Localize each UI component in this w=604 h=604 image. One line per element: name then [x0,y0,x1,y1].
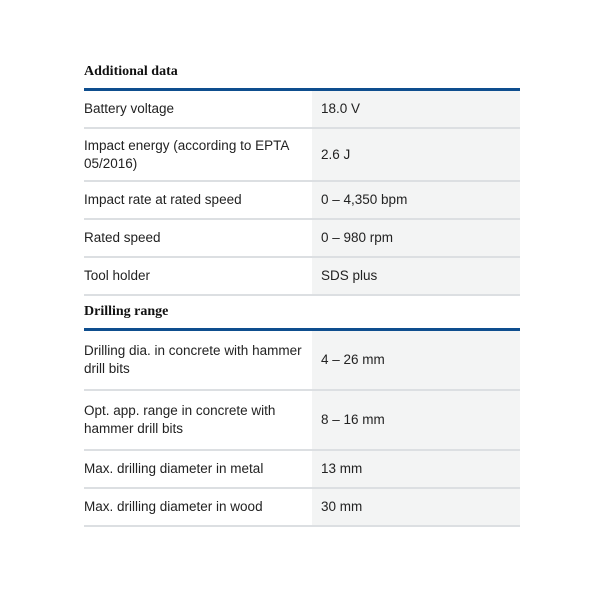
row-label: Tool holder [84,257,312,295]
table-row [84,257,520,295]
row-label: Impact rate at rated speed [84,181,312,219]
row-label: Max. drilling diameter in metal [84,450,312,488]
row-value: 18.0 V [312,91,520,128]
row-label: Max. drilling diameter in wood [84,488,312,526]
row-value: 8 – 16 mm [312,390,520,450]
row-value: 0 – 980 rpm [312,219,520,257]
section-title-additional-data: Additional data [84,64,178,79]
row-value: SDS plus [312,257,520,295]
table-row [84,181,520,219]
table-row [84,219,520,257]
row-value: 30 mm [312,488,520,526]
additional-data-table [84,91,520,296]
row-label: Battery voltage [84,91,312,128]
section-title-drilling-range: Drilling range [84,304,169,319]
table-row [84,488,520,526]
row-label: Rated speed [84,219,312,257]
table-row [84,450,520,488]
drilling-range-table [84,331,520,527]
table-row [84,91,520,128]
row-label: Opt. app. range in concrete with hammer drill bits [84,390,312,450]
row-value: 13 mm [312,450,520,488]
table-row [84,390,520,450]
table-row [84,128,520,181]
row-label: Drilling dia. in concrete with hammer drill bits [84,331,312,390]
row-value: 4 – 26 mm [312,331,520,390]
row-value: 0 – 4,350 bpm [312,181,520,219]
row-label: Impact energy (according to EPTA 05/2016) [84,128,312,181]
table-row [84,331,520,390]
row-value: 2.6 J [312,128,520,181]
spec-sheet [84,60,520,527]
